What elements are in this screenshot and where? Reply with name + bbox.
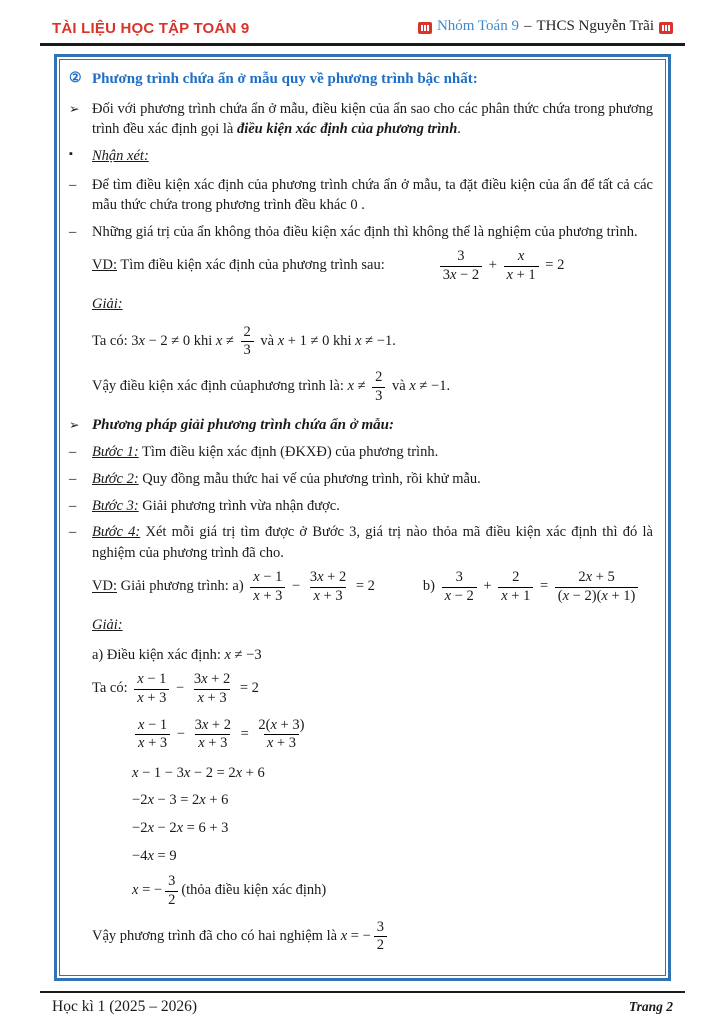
arrow-marker: ➢ — [69, 418, 80, 433]
content-blocks — [59, 59, 666, 976]
block-body — [92, 369, 653, 405]
header-right — [418, 18, 673, 35]
math-run: = — [539, 578, 549, 595]
text-run: Nhận xét: — [92, 147, 149, 164]
block-body — [92, 919, 653, 955]
text-run: Phương trình chứa ẩn ở mẫu quy về phương trình bậc nhất: — [92, 70, 478, 87]
equation-line — [69, 763, 653, 784]
text-run: Tìm điều kiện xác định của phương trình sau: — [116, 257, 385, 274]
math-run: 3x + 2 — [309, 569, 347, 586]
method-step — [69, 496, 653, 517]
fraction — [307, 569, 349, 605]
block-body — [92, 222, 653, 243]
math-run: x + 3 — [138, 735, 168, 752]
block-body — [92, 615, 653, 636]
math-run: x = − — [340, 928, 371, 945]
math-run: x + 3 — [313, 587, 343, 604]
definition-paragraph — [69, 99, 653, 140]
math-run: 2 — [168, 891, 176, 908]
math-run: x + 3 — [266, 735, 296, 752]
method-step — [69, 469, 653, 490]
math-run: 3x − 2 — [442, 266, 480, 283]
text-run: Giải phương trình vừa nhận được. — [138, 497, 340, 514]
book-icon — [659, 22, 673, 34]
math-run: + — [483, 578, 492, 595]
text-run: Ta có: — [92, 680, 132, 697]
dash-marker: – — [69, 444, 77, 461]
math-run: 3 — [376, 918, 384, 935]
note-item — [69, 175, 653, 216]
text-run: a) Điều kiện xác định: — [92, 646, 225, 663]
fraction — [165, 873, 178, 909]
block-body — [132, 818, 653, 839]
arrow-marker: ➢ — [69, 101, 80, 116]
text-run: Phương pháp giải phương trình chứa ẩn ở mẫu: — [92, 417, 395, 434]
math-run: 3x − 2 ≠ 0 — [131, 332, 191, 349]
result-line — [69, 873, 653, 909]
text-run: Những giá trị của ẩn không thỏa điều kiện xác định thì không thể là nghiệm của phương trình. — [92, 223, 638, 240]
math-run: = 2 — [239, 680, 259, 697]
fraction — [192, 717, 234, 753]
math-run: x ≠ −1 — [409, 378, 447, 395]
math-run: = 2 — [355, 578, 375, 595]
math-run: (x − 2)(x + 1) — [557, 587, 636, 604]
math-run: − — [176, 726, 185, 743]
math-run: 3 — [457, 248, 465, 265]
math-run: x + 1 ≠ 0 — [277, 332, 330, 349]
block-body — [132, 790, 653, 811]
block-body — [92, 415, 653, 436]
footer-page-number: Trang 2 — [628, 998, 673, 1014]
text-run: điều kiện xác định của phương trình — [236, 121, 458, 138]
math-run: 3 — [375, 387, 383, 404]
header-rule — [40, 43, 685, 46]
fraction — [504, 248, 539, 284]
fraction — [372, 369, 385, 405]
text-run: và — [388, 378, 410, 395]
final-conclusion-line — [69, 919, 653, 955]
math-run: 2 — [512, 569, 520, 586]
block-body — [92, 146, 653, 167]
method-step — [69, 442, 653, 463]
fraction — [440, 248, 482, 284]
math-run: 2 — [243, 323, 251, 340]
fraction — [374, 919, 387, 955]
equation-line — [69, 846, 653, 867]
fraction — [134, 671, 169, 707]
math-run: x + 3 — [198, 735, 228, 752]
dash-marker: – — [69, 471, 77, 488]
math-run: − — [292, 578, 301, 595]
block-body — [132, 873, 653, 909]
math-run: x − 2 — [444, 587, 474, 604]
text-run: Quy đồng mẫu thức hai vế của phương trình, rồi khử mẫu. — [138, 471, 481, 488]
math-run: x − 1 — [137, 671, 167, 688]
math-run: 2(x + 3) — [258, 717, 305, 734]
block-body — [132, 717, 653, 753]
math-run: 3x + 2 — [193, 671, 231, 688]
text-run: b) — [422, 578, 439, 595]
text-run: a) — [232, 578, 248, 595]
text-run: Ta có: — [92, 332, 132, 349]
block-body — [92, 671, 653, 707]
text-run: Giải: — [92, 296, 123, 313]
doc-title: TÀI LIỆU HỌC TẬP TOÁN 9 — [52, 19, 250, 37]
math-run: 3 — [455, 569, 463, 586]
math-run: x = − — [132, 882, 163, 899]
text-run: . — [357, 197, 365, 214]
math-run: 3x + 2 — [194, 717, 231, 734]
condition-line — [69, 645, 653, 666]
math-run: x − 1 − 3x − 2 = 2x + 6 — [132, 764, 265, 781]
math-run: x − 1 — [253, 569, 283, 586]
math-run: x + 3 — [197, 689, 227, 706]
math-run: −2x − 3 = 2x + 6 — [132, 792, 229, 809]
conclusion-line — [69, 369, 653, 405]
text-run: Vậy điều kiện xác định củaphương trình là: — [92, 378, 348, 395]
math-run: − — [176, 680, 185, 697]
text-run: Bước 3: — [92, 497, 139, 514]
heading-marker: ② — [69, 70, 82, 86]
math-run: x − 1 — [138, 717, 168, 734]
text-run: Để tìm điều kiện xác định của phương trình chứa ẩn ở mẫu, ta đặt điều kiện của ẩn để tất cả các mẫu thức chứa trong phương trình đều khác — [92, 176, 653, 214]
note-heading — [69, 146, 653, 167]
text-run: Bước 1: — [92, 444, 139, 461]
text-run: Xét mỗi giá trị tìm được ở Bước 3, giá trị nào thỏa mã điều kiện xác định thì đó là nghiệm của phương trình đã cho. — [92, 524, 653, 561]
section-heading — [69, 69, 653, 90]
page-footer — [40, 998, 685, 1016]
math-run: = 2 — [545, 257, 565, 274]
method-step — [69, 522, 653, 563]
text-run: VD: — [92, 578, 117, 595]
group-name: Nhóm Toán 9 — [436, 18, 519, 34]
math-run: x + 3 — [253, 587, 283, 604]
fraction — [135, 717, 170, 753]
block-body — [92, 99, 653, 140]
math-run: −4x = 9 — [132, 847, 177, 864]
book-icon — [418, 22, 432, 34]
text-run: Giải phương trình: — [116, 578, 233, 595]
math-run: + — [488, 257, 497, 274]
block-body — [92, 294, 653, 315]
block-body — [92, 496, 653, 517]
fraction — [255, 717, 307, 753]
footer-rule — [40, 991, 685, 993]
block-body — [92, 469, 653, 490]
math-run: 3 — [168, 873, 176, 890]
equation-line — [69, 818, 653, 839]
equation-line — [69, 671, 653, 707]
block-body — [92, 442, 653, 463]
dash-marker: – — [69, 223, 77, 240]
block-body — [92, 324, 653, 360]
math-run: = — [240, 726, 249, 743]
text-run: khi — [190, 332, 216, 349]
solution-heading — [69, 615, 653, 636]
content-box — [54, 54, 671, 981]
text-run: . — [392, 332, 396, 349]
math-run: 0 — [350, 197, 358, 214]
text-run: . — [446, 378, 451, 395]
equation-line — [69, 790, 653, 811]
equation-line — [69, 717, 653, 753]
solution-heading — [69, 294, 653, 315]
math-run: x ≠ — [347, 378, 366, 395]
text-run: Tìm điều kiện xác định (ĐKXĐ) của phương trình. — [138, 444, 439, 461]
dash-marker: – — [69, 524, 77, 541]
math-run: x — [517, 248, 525, 265]
math-run: 2x + 5 — [578, 569, 615, 586]
math-run: x ≠ −1 — [355, 332, 393, 349]
text-run: Bước 4: — [92, 524, 141, 541]
block-body — [132, 763, 653, 784]
math-run: −2x − 2x = 6 + 3 — [132, 820, 229, 837]
note-item — [69, 222, 653, 243]
fraction — [241, 324, 254, 360]
math-run: x + 1 — [501, 587, 531, 604]
example-1 — [69, 248, 653, 284]
dash-marker: – — [69, 497, 77, 514]
fraction — [442, 569, 477, 605]
text-run: (thỏa điều kiện xác định) — [181, 882, 327, 899]
fraction — [498, 569, 533, 605]
example-2 — [69, 569, 653, 605]
text-run: Bước 2: — [92, 471, 139, 488]
text-run: và — [256, 332, 278, 349]
math-run: x + 3 — [137, 689, 167, 706]
block-body — [132, 846, 653, 867]
text-run: Vậy phương trình đã cho có hai nghiệm là — [92, 928, 341, 945]
block-body — [92, 569, 653, 605]
math-run: x + 1 — [506, 266, 536, 283]
block-body — [92, 175, 653, 216]
solution-line — [69, 324, 653, 360]
math-run: x ≠ −3 — [224, 646, 262, 663]
page-header — [40, 14, 685, 40]
text-run: VD: — [92, 257, 117, 274]
math-run: 2 — [375, 369, 383, 386]
math-run: 3 — [243, 342, 251, 359]
square-marker: ▪ — [69, 147, 73, 160]
math-run: x ≠ — [215, 332, 234, 349]
block-body — [92, 69, 653, 90]
footer-term: Học kì 1 (2025 – 2026) — [52, 997, 198, 1015]
dash-marker: – — [69, 176, 77, 193]
school-name: THCS Nguyễn Trãi — [536, 18, 654, 34]
block-body — [92, 248, 653, 284]
fraction — [250, 569, 285, 605]
header-separator: – — [523, 18, 532, 34]
block-body — [92, 645, 653, 666]
text-run: . — [457, 121, 461, 138]
fraction — [555, 569, 639, 605]
block-body — [92, 522, 653, 563]
text-run: Giải: — [92, 617, 123, 634]
math-run: 2 — [376, 937, 384, 954]
method-heading — [69, 415, 653, 436]
text-run: Đối với phương trình chứa ẩn ở mẫu, điều kiện của ẩn sao cho các phân thức chứa trong phương trình đều xác định gọi là — [92, 100, 653, 138]
fraction — [191, 671, 233, 707]
text-run: khi — [329, 332, 356, 349]
